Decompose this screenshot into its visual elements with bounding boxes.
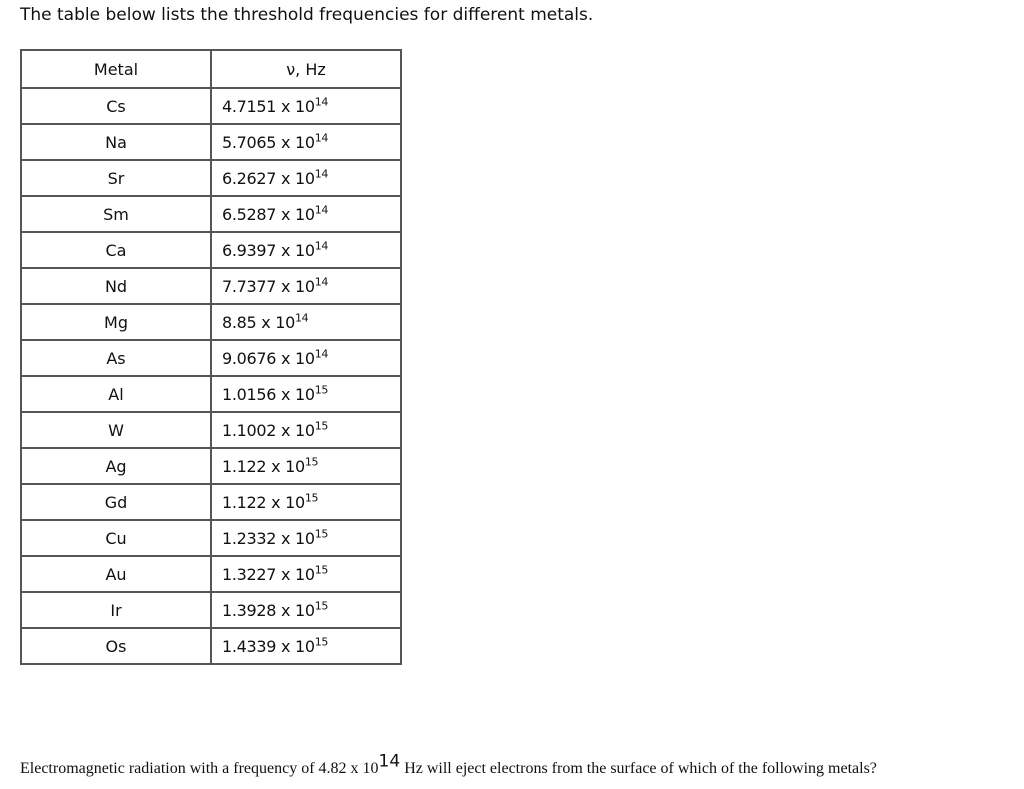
frequency-exponent: 14 <box>314 275 329 289</box>
frequency-times-ten: x 10 <box>280 348 315 368</box>
intro-text: The table below lists the threshold frequencies for different metals. <box>20 5 594 25</box>
frequency-exponent: 15 <box>304 455 319 469</box>
frequency-cell <box>211 412 401 448</box>
metal-cell: Al <box>21 376 211 412</box>
metal-cell: Ir <box>21 592 211 628</box>
frequency-exponent: 15 <box>314 599 329 613</box>
frequency-cell <box>211 376 401 412</box>
metal-cell: Au <box>21 556 211 592</box>
frequency-cell <box>211 520 401 556</box>
metal-cell: As <box>21 340 211 376</box>
frequency-cell <box>211 88 401 124</box>
metal-cell: Gd <box>21 484 211 520</box>
frequency-mantissa: 1.0156 <box>222 384 277 404</box>
frequency-mantissa: 1.1002 <box>222 420 277 440</box>
metal-cell: Cs <box>21 88 211 124</box>
frequency-mantissa: 1.2332 <box>222 528 277 548</box>
table-row <box>21 196 401 232</box>
frequency-times-ten: x 10 <box>271 492 305 512</box>
frequency-times-ten: x 10 <box>280 276 315 296</box>
frequency-times-ten: x 10 <box>280 132 315 152</box>
frequency-cell <box>211 196 401 232</box>
table-row <box>21 88 401 124</box>
table-row <box>21 160 401 196</box>
table-row <box>21 340 401 376</box>
table-row <box>21 412 401 448</box>
frequency-cell <box>211 268 401 304</box>
metal-cell: Nd <box>21 268 211 304</box>
table-row <box>21 628 401 664</box>
metal-cell: W <box>21 412 211 448</box>
frequency-times-ten: x 10 <box>280 420 315 440</box>
question-exponent: 14 <box>378 751 401 772</box>
table-row <box>21 376 401 412</box>
frequency-mantissa: 6.2627 <box>222 168 277 188</box>
frequency-mantissa: 6.9397 <box>222 240 277 260</box>
frequency-exponent: 14 <box>314 95 329 109</box>
frequency-times-ten: x 10 <box>280 564 315 584</box>
frequency-mantissa: 5.7065 <box>222 132 277 152</box>
table-row <box>21 268 401 304</box>
table-row <box>21 232 401 268</box>
frequency-cell <box>211 124 401 160</box>
frequency-mantissa: 7.7377 <box>222 276 277 296</box>
question-text <box>20 751 877 784</box>
frequency-times-ten: x 10 <box>280 96 315 116</box>
frequency-exponent: 14 <box>314 203 329 217</box>
frequency-exponent: 15 <box>314 383 329 397</box>
frequency-cell <box>211 592 401 628</box>
metal-cell: Sr <box>21 160 211 196</box>
frequency-times-ten: x 10 <box>280 636 315 656</box>
frequency-exponent: 15 <box>304 491 319 505</box>
metal-cell: Na <box>21 124 211 160</box>
frequency-exponent: 14 <box>314 239 329 253</box>
frequency-times-ten: x 10 <box>271 456 305 476</box>
frequency-exponent: 15 <box>314 527 329 541</box>
frequency-column-header: ν, Hz <box>211 50 401 88</box>
frequency-times-ten: x 10 <box>280 600 315 620</box>
table-header-row <box>21 50 401 88</box>
table-row <box>21 124 401 160</box>
metal-cell: Ag <box>21 448 211 484</box>
table-body <box>21 88 401 664</box>
frequency-times-ten: x 10 <box>280 204 315 224</box>
frequency-mantissa: 1.3227 <box>222 564 277 584</box>
frequency-exponent: 14 <box>314 347 329 361</box>
frequency-exponent: 15 <box>314 563 329 577</box>
frequency-exponent: 15 <box>314 635 329 649</box>
frequency-times-ten: x 10 <box>280 240 315 260</box>
metal-cell: Cu <box>21 520 211 556</box>
frequency-mantissa: 4.7151 <box>222 96 277 116</box>
frequency-cell <box>211 448 401 484</box>
frequency-cell <box>211 232 401 268</box>
frequency-mantissa: 1.122 <box>222 456 267 476</box>
metal-cell: Mg <box>21 304 211 340</box>
metal-cell: Os <box>21 628 211 664</box>
frequency-cell <box>211 304 401 340</box>
frequency-mantissa: 1.4339 <box>222 636 277 656</box>
frequency-exponent: 14 <box>314 167 329 181</box>
frequency-cell <box>211 340 401 376</box>
metal-column-header: Metal <box>21 50 211 88</box>
frequency-exponent: 14 <box>314 131 329 145</box>
frequency-mantissa: 8.85 <box>222 312 257 332</box>
frequency-mantissa: 6.5287 <box>222 204 277 224</box>
frequency-times-ten: x 10 <box>280 528 315 548</box>
table-row <box>21 592 401 628</box>
frequency-exponent: 15 <box>314 419 329 433</box>
metal-cell: Ca <box>21 232 211 268</box>
threshold-frequency-table <box>20 49 402 665</box>
frequency-cell <box>211 556 401 592</box>
frequency-cell <box>211 484 401 520</box>
frequency-times-ten: x 10 <box>280 168 315 188</box>
frequency-times-ten: x 10 <box>261 312 295 332</box>
frequency-mantissa: 1.3928 <box>222 600 277 620</box>
frequency-mantissa: 9.0676 <box>222 348 277 368</box>
table-row <box>21 448 401 484</box>
table-row <box>21 304 401 340</box>
frequency-mantissa: 1.122 <box>222 492 267 512</box>
question-text-end: Hz will eject electrons from the surface of which of the following metals? <box>400 760 877 777</box>
metal-cell: Sm <box>21 196 211 232</box>
table-row <box>21 484 401 520</box>
frequency-cell <box>211 160 401 196</box>
frequency-times-ten: x 10 <box>280 384 315 404</box>
frequency-cell <box>211 628 401 664</box>
table-row <box>21 556 401 592</box>
table-row <box>21 520 401 556</box>
frequency-exponent: 14 <box>294 311 309 325</box>
question-text-start: Electromagnetic radiation with a frequency of 4.82 x 10 <box>20 760 379 777</box>
